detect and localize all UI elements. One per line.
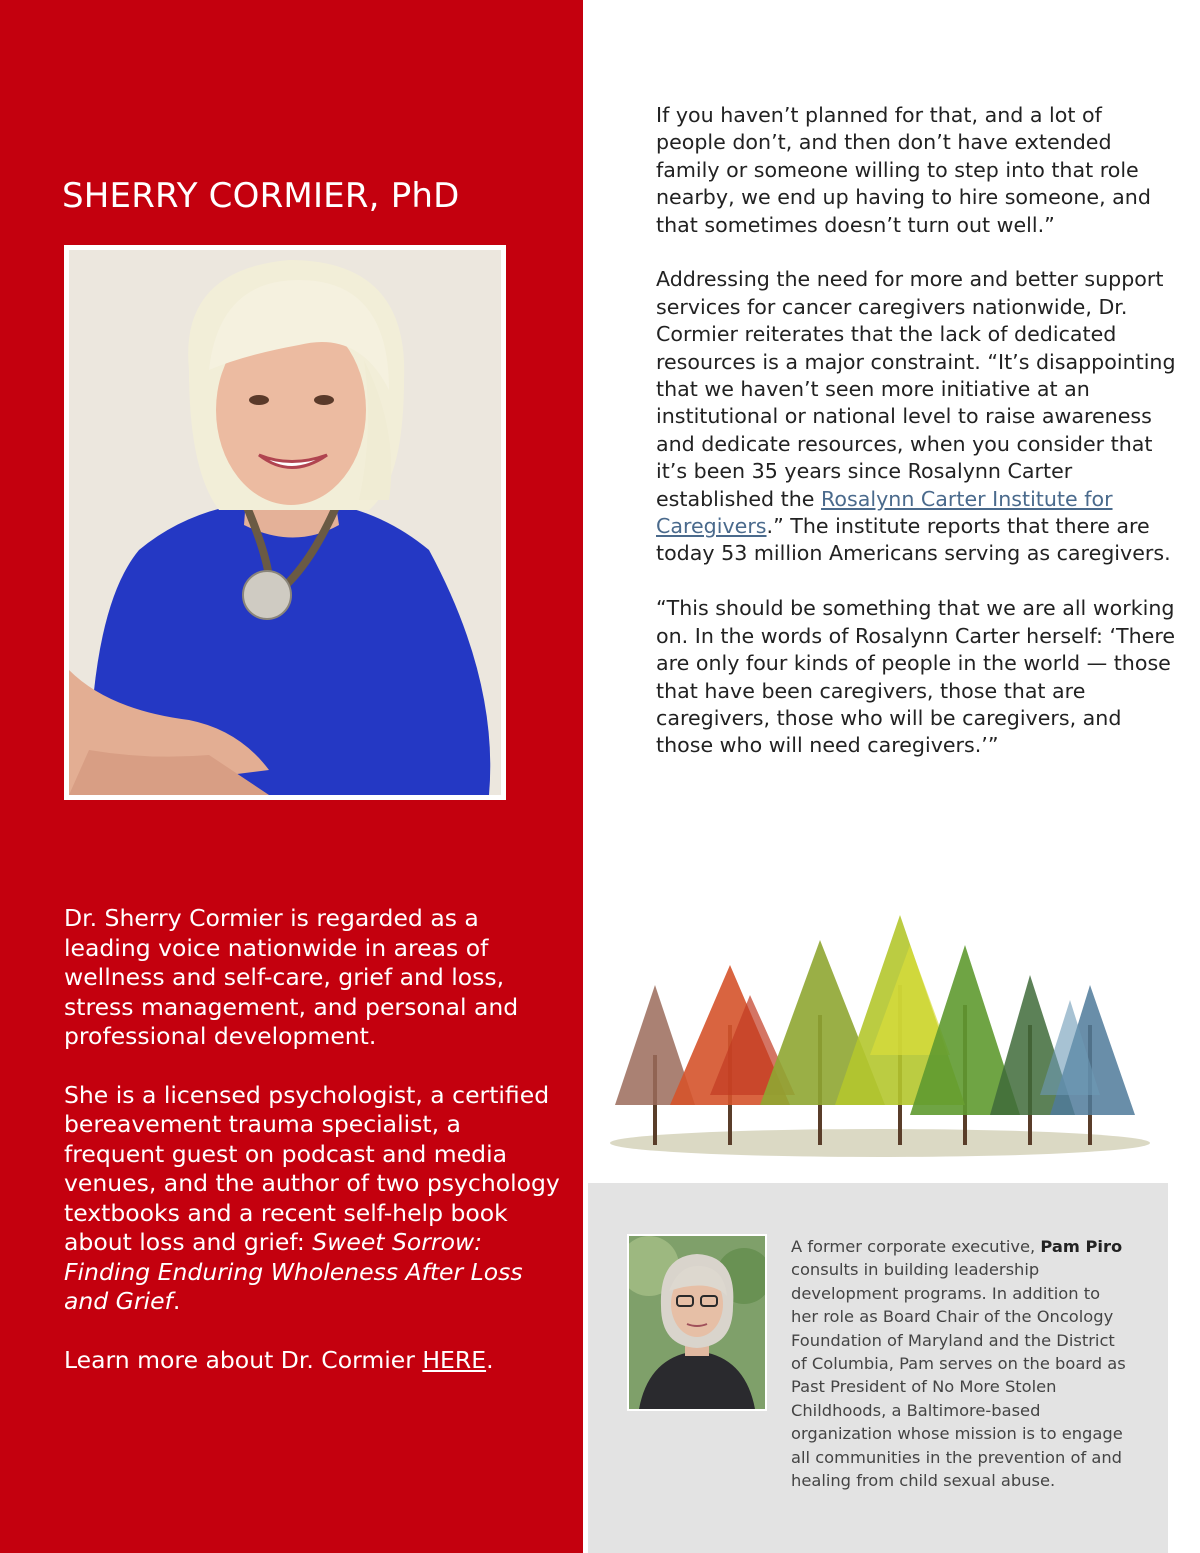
left-red-panel bbox=[0, 0, 583, 1553]
article-body bbox=[656, 102, 1176, 787]
article-text: Addressing the need for more and better support services for cancer caregivers nationwide, Dr. Cormier reiterates that the lack of dedicated resources is a major constraint. “It’s disappointing that we haven’t seen more initiative at an institutional or national level to raise awareness and dedicate resources, when you consider that it’s been 35 years since Rosalynn Carter established the bbox=[656, 267, 1176, 511]
article-paragraph bbox=[656, 266, 1176, 567]
learn-more-text: Learn more about Dr. Cormier bbox=[64, 1345, 423, 1374]
author-photo bbox=[627, 1234, 767, 1411]
bio-section bbox=[64, 904, 564, 1404]
author-name: Pam Piro bbox=[1040, 1237, 1123, 1256]
article-text: .” The institute reports that there are today 53 million Americans serving as caregivers. bbox=[656, 514, 1171, 566]
trees-icon bbox=[600, 905, 1160, 1165]
bio-text: . bbox=[172, 1287, 181, 1315]
book-title: Sweet Sorrow: Finding Enduring Wholeness After Loss and Grief bbox=[64, 1228, 523, 1315]
watercolor-trees-illustration bbox=[600, 905, 1160, 1165]
profile-photo bbox=[64, 245, 506, 800]
author-intro: A former corporate executive, bbox=[791, 1237, 1041, 1256]
portrait-illustration bbox=[69, 250, 501, 795]
bio-paragraph: Dr. Sherry Cormier is regarded as a leading voice nationwide in areas of wellness and self-care, grief and loss, stress management, and personal and professional development. bbox=[64, 904, 519, 1050]
author-portrait-illustration bbox=[629, 1236, 765, 1409]
learn-more-line bbox=[64, 1346, 564, 1376]
learn-more-period: . bbox=[486, 1345, 494, 1374]
bio-text: She is a licensed psychologist, a certified bereavement trauma specialist, a frequent guest on podcast and media venues, and the author of two psychology textbooks and a recent self-help book about loss and grief: bbox=[64, 1080, 560, 1256]
article-paragraph: If you haven’t planned for that, and a lot of people don’t, and then don’t have extended family or someone willing to step into that role nearby, we end up having to hire someone, and that sometimes doesn’t turn out well.” bbox=[656, 103, 1151, 237]
author-bio-text bbox=[791, 1235, 1131, 1492]
author-description: consults in building leadership development programs. In addition to her role as Board Chair of the Oncology Foundation of Maryland and the District of Columbia, Pam serves on the board as Past President of No More Stolen Childhoods, a Baltimore-based organization whose mission is to engage all communities in the prevention of and healing from child sexual abuse. bbox=[791, 1260, 1126, 1491]
profile-name: SHERRY CORMIER, PhD bbox=[62, 176, 460, 216]
rosalynn-carter-institute-link[interactable]: Rosalynn Carter Institute for Caregivers bbox=[656, 486, 1113, 539]
learn-more-link[interactable]: HERE bbox=[422, 1345, 487, 1374]
author-bio-box bbox=[588, 1183, 1168, 1553]
bio-paragraph bbox=[64, 1081, 564, 1317]
article-paragraph: “This should be something that we are all working on. In the words of Rosalynn Carter herself: ‘There are only four kinds of people in the world — those that have been caregivers, those that are caregivers, those who will be caregivers, and those who will need caregivers.’” bbox=[656, 596, 1176, 758]
